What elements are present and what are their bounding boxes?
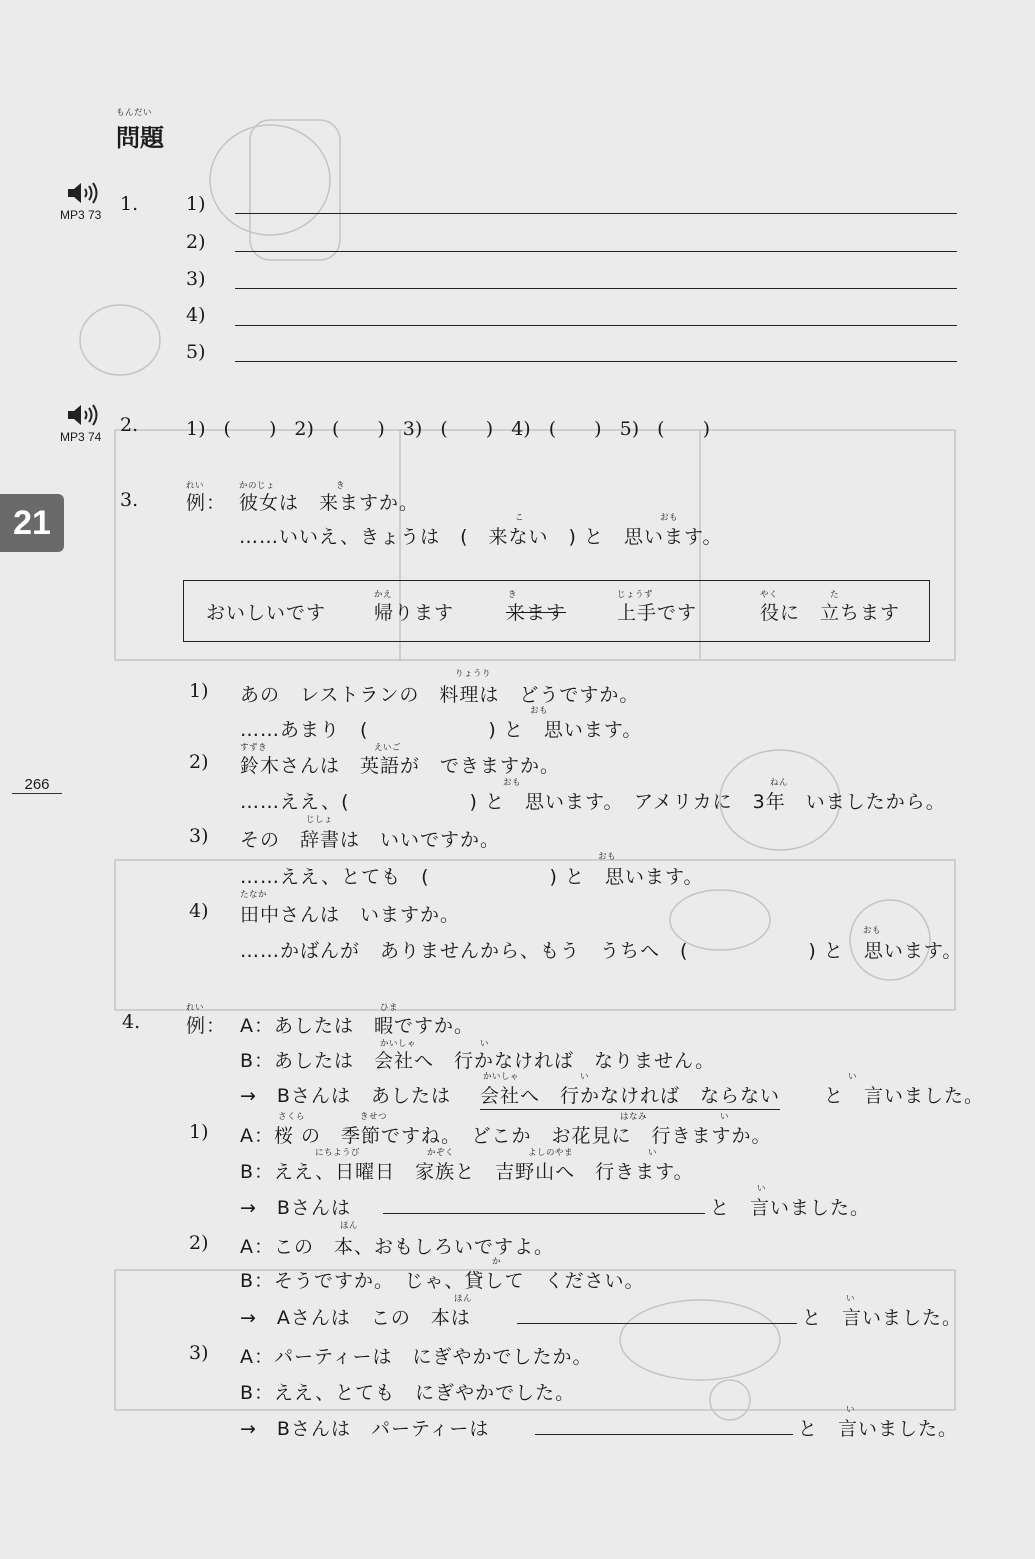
furigana: かぞく (427, 1148, 455, 1158)
item-answer[interactable]: ……あまり ( ) と 思います。 (240, 719, 643, 741)
audio-track-label: MP3 74 (60, 430, 102, 444)
furigana: い (648, 1148, 658, 1158)
furigana: い (480, 1039, 490, 1049)
item-question: その 辞書は いいですか。 (240, 829, 501, 851)
furigana: ほん (340, 1221, 359, 1231)
tail-text: と 言いました。 (802, 1307, 963, 1329)
page-title: 問題 (116, 124, 164, 152)
item-number: 3) (186, 268, 206, 290)
furigana: い (757, 1184, 767, 1194)
item-number: 2) (189, 751, 209, 773)
dialog-line-a: A：パーティーは にぎやかでしたか。 (240, 1346, 593, 1368)
answer-line[interactable] (535, 1434, 793, 1435)
item-number: 1) (186, 193, 206, 215)
furigana: はなみ (620, 1112, 648, 1122)
furigana: たなか (240, 890, 268, 900)
item-question: あの レストランの 料理は どうですか。 (240, 684, 640, 706)
answer-line[interactable] (517, 1323, 797, 1324)
title-furigana: もんだい (116, 108, 153, 118)
dialog-line-a: A：桜 の 季節ですね。 どこか お花見に 行きますか。 (240, 1125, 772, 1147)
arrow-line: → Bさんは パーティーは (240, 1418, 490, 1440)
furigana: かいしゃ (483, 1072, 520, 1082)
page-number: 266 (12, 776, 62, 794)
speaker-icon[interactable] (66, 182, 100, 204)
furigana: おも (660, 513, 679, 523)
furigana: ひま (380, 1003, 399, 1013)
furigana: かえ (374, 590, 393, 600)
item-number: 4) (186, 304, 206, 326)
choice-item: 帰ります (374, 602, 455, 624)
furigana: かいしゃ (380, 1039, 417, 1049)
item-number: 2) (189, 1232, 209, 1254)
answer-row[interactable]: 1) ( ) 2) ( ) 3) ( ) 4) ( ) 5) ( ) (186, 418, 710, 440)
item-answer[interactable]: ……ええ、とても ( ) と 思います。 (240, 866, 704, 888)
furigana: さくら (278, 1112, 306, 1122)
example-line-a: A：あしたは 暇ですか。 (240, 1015, 474, 1037)
chapter-tab: 21 (0, 494, 64, 552)
furigana: い (720, 1112, 730, 1122)
furigana: りょうり (455, 669, 492, 679)
item-number: 3) (189, 1342, 209, 1364)
question-number: 3. (120, 489, 139, 511)
furigana: い (846, 1405, 856, 1415)
answer-line[interactable] (235, 361, 957, 362)
example-answer: ……いいえ、きょうは ( 来ない ) と 思います。 (239, 526, 723, 548)
example-label: 例： (186, 1015, 227, 1037)
item-number: 4) (189, 900, 209, 922)
furigana: えいご (374, 743, 402, 753)
furigana: おも (530, 706, 549, 716)
furigana: おも (503, 778, 522, 788)
furigana: い (846, 1294, 856, 1304)
item-number: 2) (186, 231, 206, 253)
question-number: 4. (122, 1011, 141, 1033)
furigana: おも (863, 926, 882, 936)
furigana: い (580, 1072, 590, 1082)
question-number: 2. (120, 414, 139, 436)
speaker-icon[interactable] (66, 404, 100, 426)
answer-line[interactable] (235, 288, 957, 289)
item-number: 1) (189, 1121, 209, 1143)
furigana: た (830, 590, 840, 600)
arrow-line: → Aさんは この 本は (240, 1307, 471, 1329)
example-tail: と 言いました。 (824, 1085, 985, 1107)
question-number: 1. (120, 193, 139, 215)
example-answer: 会社へ 行かなければ ならない (480, 1081, 780, 1110)
furigana: ねん (770, 778, 789, 788)
item-question: 田中さんは いますか。 (240, 904, 461, 926)
tail-text: と 言いました。 (798, 1418, 959, 1440)
tail-text: と 言いました。 (710, 1197, 871, 1219)
furigana: かのじょ (239, 481, 276, 491)
example-label: 例： (186, 492, 227, 514)
dialog-line-a: A：この 本、おもしろいですよ。 (240, 1236, 554, 1258)
dialog-line-b: B：そうですか。 じゃ、貸して ください。 (240, 1270, 645, 1292)
answer-line[interactable] (383, 1213, 705, 1214)
furigana: じょうず (617, 590, 654, 600)
arrow-line: → Bさんは (240, 1197, 351, 1219)
furigana: れい (186, 1003, 205, 1013)
answer-line[interactable] (235, 325, 957, 326)
audio-track-label: MP3 73 (60, 208, 102, 222)
choice-item: 役に 立ちます (760, 602, 901, 624)
item-number: 5) (186, 341, 206, 363)
furigana: れい (186, 481, 205, 491)
example-arrow: → Bさんは あしたは (240, 1085, 451, 1107)
furigana: ほん (454, 1294, 473, 1304)
furigana: き (508, 590, 518, 600)
furigana: じしょ (306, 815, 334, 825)
example-question: 彼女は 来ますか。 (239, 492, 420, 514)
dialog-line-b: B：ええ、とても にぎやかでした。 (240, 1382, 576, 1404)
furigana: やく (760, 590, 779, 600)
furigana: い (848, 1072, 858, 1082)
dialog-line-b: B：ええ、日曜日 家族と 吉野山へ 行きます。 (240, 1161, 694, 1183)
choice-item: 来ます (506, 602, 567, 624)
item-answer[interactable]: ……ええ、( ) と 思います。 アメリカに 3年 いましたから。 (240, 791, 946, 813)
furigana: きせつ (360, 1112, 388, 1122)
furigana: き (336, 481, 346, 491)
furigana: よしのやま (528, 1148, 574, 1158)
furigana: すずき (240, 743, 268, 753)
answer-line[interactable] (235, 251, 957, 252)
item-answer[interactable]: ……かばんが ありませんから、もう うちへ ( ) と 思います。 (240, 940, 963, 962)
furigana: おも (598, 852, 617, 862)
item-number: 3) (189, 825, 209, 847)
furigana: こ (515, 513, 525, 523)
furigana: にちようび (315, 1148, 361, 1158)
example-line-b: B：あしたは 会社へ 行かなければ なりません。 (240, 1050, 716, 1072)
choice-item: 上手です (617, 602, 698, 624)
furigana: か (492, 1257, 502, 1267)
item-question: 鈴木さんは 英語が できますか。 (240, 755, 561, 777)
item-number: 1) (189, 680, 209, 702)
choice-item: おいしいです (206, 602, 327, 624)
answer-line[interactable] (235, 213, 957, 214)
